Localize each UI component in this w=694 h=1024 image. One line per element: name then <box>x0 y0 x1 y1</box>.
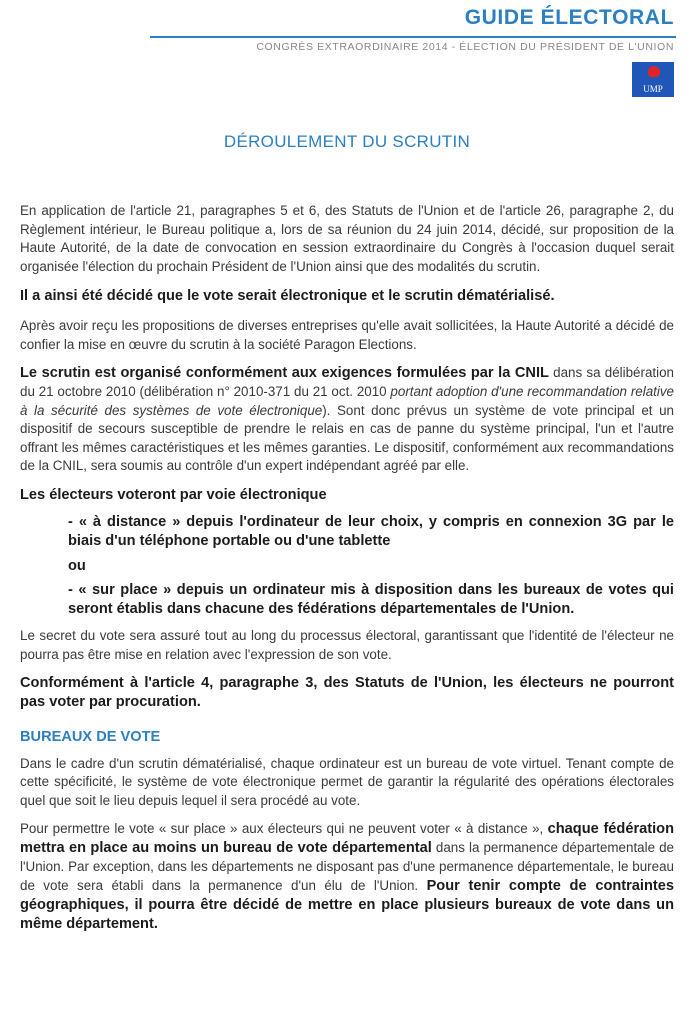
paragraph-bureau-virtuel: Dans le cadre d'un scrutin dématérialisé, chaque ordinateur est un bureau de vote virtuel. Tenant compte de cette spécificité, le système de vote électronique permet de garantir la régularité des opérations électorales quel que soit le lieu depuis lequel il sera procédé au vote. <box>20 755 674 808</box>
cnil-text-italic: portant adoption d'une recommandation relative à la sécurité des systèmes de vote électronique <box>20 384 674 418</box>
cnil-text-b: ). Sont donc prévus un système de vote principal et un dispositif de secours susceptible de prendre le relais en cas de panne du système principal, l'un et l'autre offrant les mêmes caractéristiques et les mêmes garanties. Le dispositif, conformément aux recommandations de la CNIL, sera soumis au contrôle d'un expert indépendant agréé par elle. <box>20 402 674 473</box>
logo-text: UMP <box>643 84 663 94</box>
header-divider <box>150 36 676 38</box>
lead-procuration: Conformément à l'article 4, paragraphe 3, des Statuts de l'Union, les électeurs ne pourront pas voter par procuration. <box>20 675 674 710</box>
paragraph-cnil <box>20 364 674 476</box>
paragraph-secret-vote: Le secret du vote sera assuré tout au long du processus électoral, garantissant que l'identité de l'électeur ne pourra pas être mise en relation avec l'expression de son vote. <box>20 628 674 662</box>
lead-voie-electronique: Les électeurs voteront par voie électronique <box>20 486 327 503</box>
bureaux-heading: BUREAUX DE VOTE <box>20 729 161 745</box>
ump-logo <box>632 62 674 97</box>
cnil-lead: Le scrutin est organisé conformément aux exigences formulées par la CNIL <box>20 365 549 381</box>
guide-title: GUIDE ÉLECTORAL <box>464 6 674 29</box>
cnil-text-a: dans sa délibération du 21 octobre 2010 (délibération n° 2010-371 du 21 oct. 2010 <box>20 365 674 399</box>
section-title: DÉROULEMENT DU SCRUTIN <box>223 132 471 151</box>
bureau-text-a: Pour permettre le vote « sur place » aux électeurs qui ne peuvent voter « à distance », <box>20 821 548 836</box>
bureau-text-b: dans la permanence départementale de l'Union. Par exception, dans les départements ne disposant pas d'une permanence départementale, le bureau de vote sera établi dans la permanence d'un élu de l'Union. <box>20 840 674 893</box>
option-a-distance: - « à distance » depuis l'ordinateur de leur choix, y compris en connexion 3G par le biais d'un téléphone portable ou d'une tablette <box>68 513 674 549</box>
paragraph-bureau-departemental <box>20 820 674 934</box>
bureau-bold-2: Pour tenir compte de contraintes géographiques, il pourra être décidé de mettre en place plusieurs bureaux de vote dans un même département. <box>20 877 674 932</box>
option-sur-place: - « sur place » depuis un ordinateur mis à disposition dans les bureaux de votes qui seront établis dans chacune des fédérations départementales de l'Union. <box>68 582 674 617</box>
lead-vote-electronique: Il a ainsi été décidé que le vote serait électronique et le scrutin dématérialisé. <box>20 288 555 304</box>
document-body <box>20 202 674 934</box>
paragraph-application: En application de l'article 21, paragraphes 5 et 6, des Statuts de l'Union et de l'article 26, paragraphe 2, du Règlement intérieur, le Bureau politique a, lors de sa réunion du 24 juin 2014, décidé, sur proposition de la Haute Autorité, de la date de convocation en session extraordinaire du Congrès à l'occasion duquel serait organisée l'élection du prochain Président de l'Union ainsi que des modalités du scrutin. <box>20 203 674 274</box>
logo-emblem-icon <box>648 66 660 77</box>
bureau-bold-1: chaque fédération mettra en place au moins un bureau de vote départemental <box>20 821 674 856</box>
paragraph-paragon: Après avoir reçu les propositions de diverses entreprises qu'elle avait sollicitées, la Haute Autorité a décidé de confier la mise en œuvre du scrutin à la société Paragon Elections. <box>20 318 674 352</box>
header-subtitle: CONGRÈS EXTRAORDINAIRE 2014 - ÉLECTION DU PRÉSIDENT DE L'UNION <box>256 41 674 53</box>
option-separator: ou <box>68 557 86 574</box>
